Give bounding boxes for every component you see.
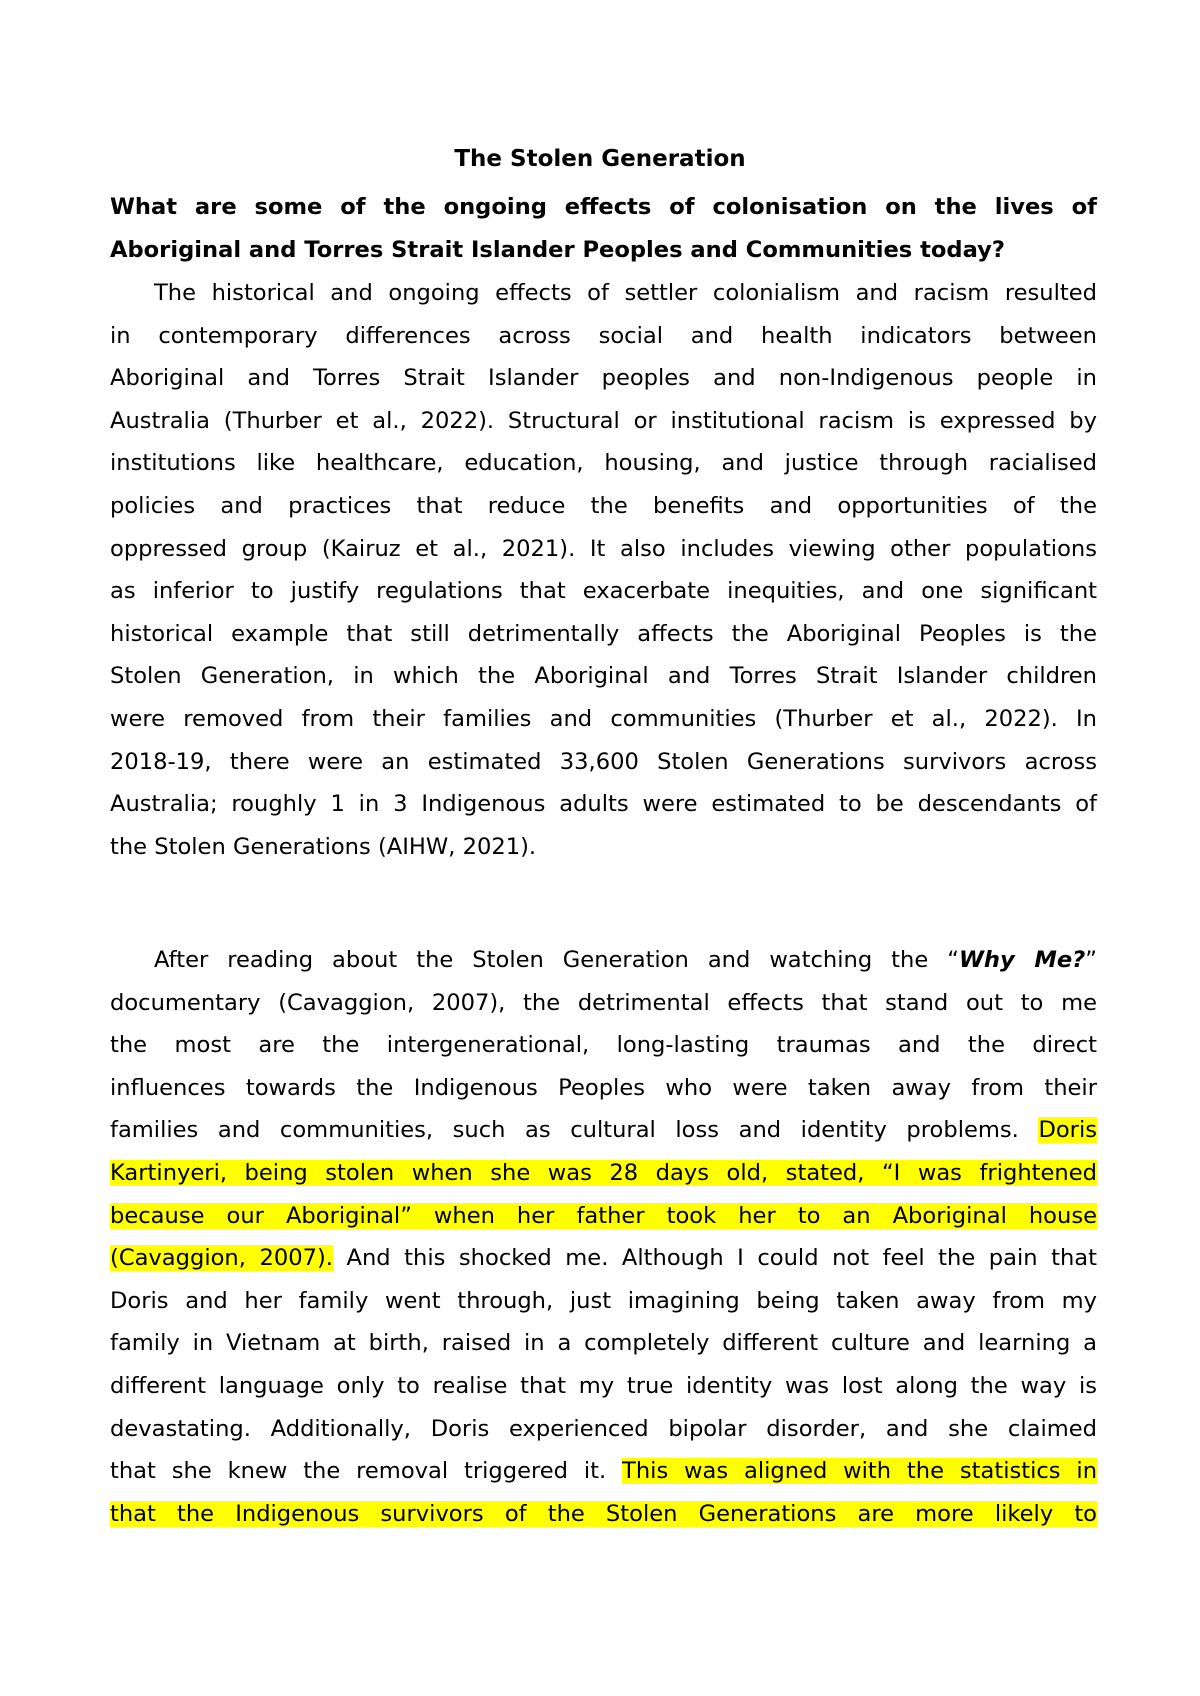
paragraph-line: oppressed group (Kairuz et al., 2021). It also includes viewing other populations [110, 535, 1097, 562]
paragraph-line [110, 1152, 1097, 1195]
document-title: The Stolen Generation [454, 146, 746, 172]
paragraph-line: devastating. Additionally, Doris experienced bipolar disorder, and she claimed [110, 1415, 1097, 1442]
paragraph-line: The historical and ongoing effects of settler colonialism and racism resulted [154, 280, 1097, 306]
documentary-title: Why Me? [958, 947, 1086, 973]
paragraph-line: Doris and her family went through, just imagining being taken away from my [110, 1287, 1097, 1314]
paragraph-line [110, 1109, 1097, 1152]
paragraph-line: different language only to realise that my true identity was lost along the way is [110, 1372, 1097, 1399]
paragraph-line [110, 1450, 1097, 1493]
paragraph-line: as inferior to justify regulations that exacerbate inequities, and one significant [110, 578, 1097, 605]
line-text: families and communities, such as cultural loss and identity problems. [110, 1117, 1039, 1144]
paragraph-line: Australia; roughly 1 in 3 Indigenous adults were estimated to be descendants of [110, 791, 1097, 818]
question-line: What are some of the ongoing effects of colonisation on the lives of [110, 194, 1097, 220]
line-text: ” [1085, 947, 1097, 973]
paragraph-line: historical example that still detrimentally affects the Aboriginal Peoples is the [110, 620, 1097, 647]
question-line: Aboriginal and Torres Strait Islander Peoples and Communities today? [110, 236, 1005, 263]
paragraph-2 [110, 939, 1097, 1535]
paragraph-line: influences towards the Indigenous Peoples who were taken away from their [110, 1074, 1097, 1101]
highlighted-text: Kartinyeri, being stolen when she was 28 days old, stated, “I was frightened [110, 1159, 1097, 1186]
highlighted-text: that the Indigenous survivors of the Stolen Generations are more likely to [110, 1500, 1097, 1527]
paragraph-line: in contemporary differences across social and health indicators between [110, 322, 1097, 349]
paragraph-line [110, 1237, 1097, 1280]
line-text: After reading about the Stolen Generation and watching the “ [154, 947, 959, 973]
paragraph-line: Australia (Thurber et al., 2022). Structural or institutional racism is expressed by [110, 407, 1097, 434]
highlighted-text: (Cavaggion, 2007). [110, 1245, 333, 1272]
highlighted-text: This was aligned with the statistics in [622, 1458, 1098, 1485]
line-text: that she knew the removal triggered it. [110, 1458, 623, 1485]
line-text: And this shocked me. Although I could not feel the pain that [332, 1245, 1097, 1272]
paragraph-line: policies and practices that reduce the benefits and opportunities of the [110, 492, 1097, 519]
paragraph-line: Aboriginal and Torres Strait Islander peoples and non-Indigenous people in [110, 365, 1097, 392]
paragraph-line: institutions like healthcare, education, housing, and justice through racialised [110, 450, 1097, 477]
paragraph-1 [110, 272, 1097, 868]
paragraph-line [110, 1195, 1097, 1238]
paragraph-line: the Stolen Generations (AIHW, 2021). [110, 833, 537, 860]
paragraph-line: the most are the intergenerational, long-lasting traumas and the direct [110, 1032, 1097, 1059]
essay-question [110, 186, 1097, 271]
paragraph-line: documentary (Cavaggion, 2007), the detrimental effects that stand out to me [110, 989, 1097, 1016]
paragraph-line: were removed from their families and communities (Thurber et al., 2022). In [110, 705, 1097, 732]
paragraph-line: family in Vietnam at birth, raised in a completely different culture and learning a [110, 1330, 1097, 1357]
paragraph-line: 2018-19, there were an estimated 33,600 Stolen Generations survivors across [110, 748, 1097, 775]
paragraph-line: Stolen Generation, in which the Aboriginal and Torres Strait Islander children [110, 663, 1097, 690]
highlighted-text: Doris [1038, 1117, 1097, 1144]
highlighted-text: because our Aboriginal” when her father took her to an Aboriginal house [110, 1202, 1097, 1229]
paragraph-line [110, 939, 1097, 982]
paragraph-line [110, 1493, 1097, 1536]
